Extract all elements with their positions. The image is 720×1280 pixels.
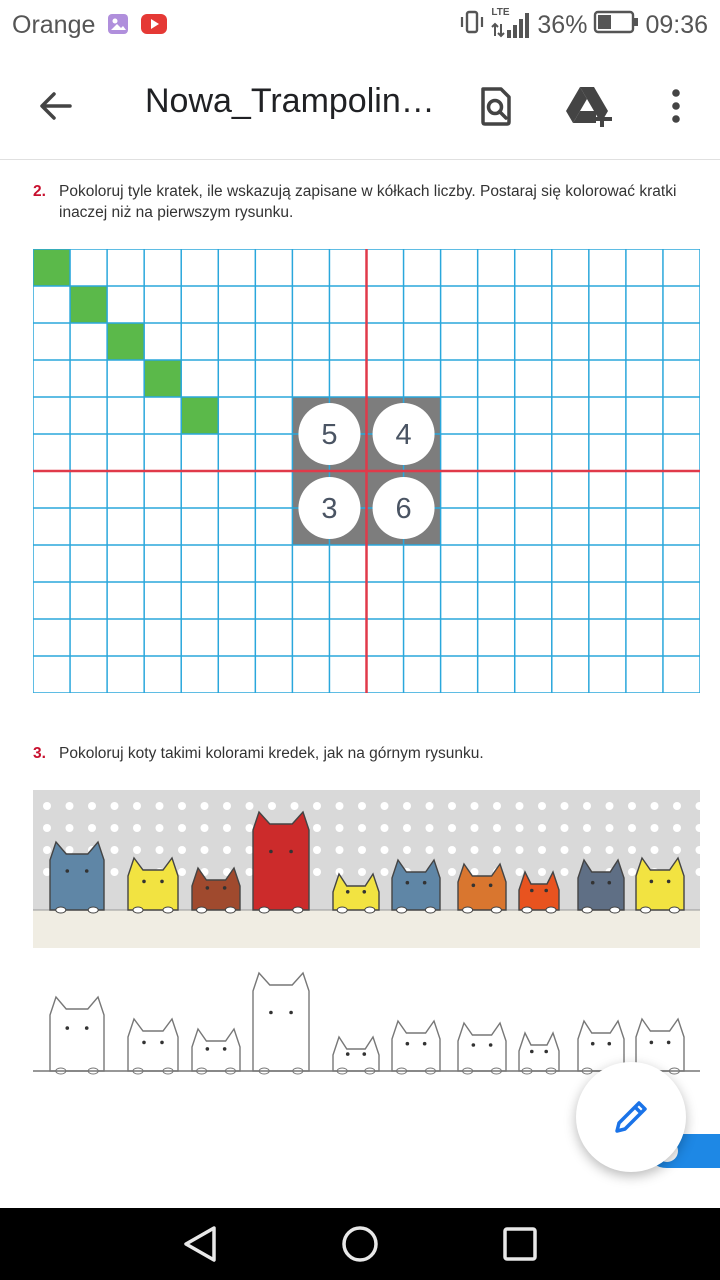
- background-dot: [538, 868, 546, 876]
- green-cell: [70, 286, 107, 323]
- background-dot: [358, 824, 366, 832]
- cat-eye: [423, 881, 427, 885]
- cat-eye: [591, 1042, 595, 1046]
- background-dot: [223, 824, 231, 832]
- carrier-label: Orange: [12, 11, 96, 39]
- arrow-back-icon: [38, 88, 74, 124]
- cat-eye: [607, 881, 611, 885]
- background-dot: [88, 802, 96, 810]
- more-options-button[interactable]: [648, 78, 704, 134]
- circle-number: 3: [321, 493, 338, 525]
- pencil-edit-icon: [611, 1097, 651, 1137]
- find-in-page-button[interactable]: [468, 78, 524, 134]
- background-dot: [426, 824, 434, 832]
- cat-paw: [522, 907, 532, 913]
- cat-eye: [160, 1041, 164, 1045]
- background-dot: [651, 846, 659, 854]
- background-dot: [673, 846, 681, 854]
- cat-eye: [142, 1041, 146, 1045]
- cat-paw: [463, 907, 473, 913]
- background-dot: [313, 868, 321, 876]
- background-dot: [381, 846, 389, 854]
- cat-eye: [667, 1041, 671, 1045]
- background-dot: [223, 846, 231, 854]
- cat-paw: [641, 907, 651, 913]
- cat-paw: [163, 907, 173, 913]
- background-dot: [606, 802, 614, 810]
- cat-eye: [85, 1026, 89, 1030]
- background-dot: [538, 824, 546, 832]
- cat-paw: [610, 907, 620, 913]
- cat-eye: [472, 1043, 476, 1047]
- cat-paw: [425, 907, 435, 913]
- background-dot: [156, 824, 164, 832]
- cat-eye: [423, 1042, 427, 1046]
- background-dot: [651, 802, 659, 810]
- system-nav-bar: [0, 1208, 720, 1280]
- background-dot: [561, 846, 569, 854]
- app-bar: [0, 52, 720, 160]
- circle-number: 5: [321, 419, 338, 451]
- background-dot: [426, 846, 434, 854]
- cat-eye: [607, 1042, 611, 1046]
- green-cell: [181, 397, 218, 434]
- battery-icon: [593, 9, 639, 42]
- colored-cats-illustration: [33, 790, 700, 948]
- background-dot: [43, 846, 51, 854]
- cat-eye: [406, 1042, 410, 1046]
- background-dot: [313, 802, 321, 810]
- nav-back-icon: [182, 1224, 218, 1264]
- cat-eye: [160, 880, 164, 884]
- background-dot: [493, 802, 501, 810]
- background-dot: [426, 802, 434, 810]
- background-dot: [178, 802, 186, 810]
- cat-paw: [293, 907, 303, 913]
- cat-eye: [289, 850, 293, 854]
- background-dot: [403, 824, 411, 832]
- background-dot: [628, 802, 636, 810]
- background-dot: [223, 802, 231, 810]
- cat-eye: [650, 1041, 654, 1045]
- cat-eye: [223, 1047, 227, 1051]
- more-vert-icon: [670, 88, 682, 124]
- cat-paw: [197, 907, 207, 913]
- cat-eye: [544, 1050, 548, 1054]
- cat-eye: [362, 890, 366, 894]
- youtube-icon: [141, 14, 167, 39]
- cat-eye: [142, 880, 146, 884]
- cat-eye: [530, 889, 534, 893]
- background-dot: [583, 802, 591, 810]
- nav-recents-button[interactable]: [496, 1220, 544, 1268]
- background-dot: [358, 802, 366, 810]
- background-dot: [156, 846, 164, 854]
- background-dot: [178, 846, 186, 854]
- green-cell: [144, 360, 181, 397]
- background-dot: [628, 868, 636, 876]
- outline-cat: [333, 1037, 379, 1071]
- cat-eye: [346, 1052, 350, 1056]
- background-dot: [201, 824, 209, 832]
- add-to-drive-button[interactable]: [562, 78, 618, 134]
- signal-icon: [491, 7, 531, 40]
- task-number: 2.: [33, 183, 46, 200]
- cat-paw: [56, 907, 66, 913]
- task-instruction: Pokoloruj tyle kratek, ile wskazują zapisane w kółkach liczby. Postaraj się kolorować kratki inaczej niż na pierwszym rysunku.: [59, 183, 677, 221]
- squared-grid: [33, 249, 700, 693]
- background-dot: [88, 824, 96, 832]
- back-button[interactable]: [30, 80, 82, 132]
- gallery-icon: [107, 13, 129, 40]
- cat-eye: [362, 1052, 366, 1056]
- background-dot: [43, 824, 51, 832]
- green-cell: [107, 323, 144, 360]
- cat-eye: [530, 1050, 534, 1054]
- cat-paw: [88, 907, 98, 913]
- background-dot: [313, 824, 321, 832]
- background-dot: [133, 846, 141, 854]
- cat-paw: [225, 907, 235, 913]
- background-dot: [471, 802, 479, 810]
- background-dot: [336, 846, 344, 854]
- cat-paw: [365, 907, 375, 913]
- network-type-label: LTE: [491, 7, 510, 18]
- background-dot: [403, 846, 411, 854]
- background-dot: [561, 868, 569, 876]
- background-dot: [268, 802, 276, 810]
- cat-paw: [546, 907, 556, 913]
- task-3: [33, 743, 693, 767]
- find-in-page-icon: [479, 86, 513, 126]
- background-dot: [516, 846, 524, 854]
- green-cell: [33, 249, 70, 286]
- background-dot: [246, 802, 254, 810]
- background-dot: [381, 802, 389, 810]
- background-dot: [336, 802, 344, 810]
- background-dot: [336, 824, 344, 832]
- cat-eye: [406, 881, 410, 885]
- background-dot: [66, 846, 74, 854]
- background-dot: [358, 868, 366, 876]
- background-dot: [111, 868, 119, 876]
- background-dot: [448, 824, 456, 832]
- cat-paw: [397, 907, 407, 913]
- cat-eye: [667, 880, 671, 884]
- background-dot: [381, 824, 389, 832]
- background-dot: [111, 846, 119, 854]
- background-dot: [673, 802, 681, 810]
- cat-eye: [591, 881, 595, 885]
- cat-paw: [491, 907, 501, 913]
- cat-eye: [65, 1026, 69, 1030]
- outline-cat: [128, 1019, 178, 1071]
- task-number: 3.: [33, 745, 46, 762]
- background-dot: [538, 846, 546, 854]
- outline-cat: [458, 1023, 506, 1071]
- cat-eye: [65, 869, 69, 873]
- outline-cat: [519, 1033, 559, 1071]
- cat-eye: [269, 1011, 273, 1015]
- background-dot: [471, 824, 479, 832]
- uncolored-cats-illustration: [33, 941, 700, 1091]
- task-instruction: Pokoloruj koty takimi kolorami kredek, jak na górnym rysunku.: [59, 745, 484, 762]
- background-dot: [358, 846, 366, 854]
- background-dot: [133, 802, 141, 810]
- cat-eye: [544, 889, 548, 893]
- background-dot: [201, 846, 209, 854]
- colored-cat: [253, 812, 309, 910]
- edit-fab-button[interactable]: [576, 1062, 686, 1172]
- background-dot: [381, 868, 389, 876]
- background-dot: [538, 802, 546, 810]
- background-dot: [628, 824, 636, 832]
- cat-eye: [489, 1043, 493, 1047]
- nav-back-button[interactable]: [176, 1220, 224, 1268]
- cat-eye: [489, 884, 493, 888]
- cat-eye: [289, 1011, 293, 1015]
- cat-eye: [346, 890, 350, 894]
- background-dot: [178, 824, 186, 832]
- background-dot: [606, 824, 614, 832]
- nav-recents-icon: [502, 1226, 538, 1262]
- outline-cat: [192, 1029, 240, 1071]
- cat-paw: [582, 907, 592, 913]
- background-dot: [516, 868, 524, 876]
- background-dot: [673, 824, 681, 832]
- cat-paw: [669, 907, 679, 913]
- cat-eye: [269, 850, 273, 854]
- background-dot: [583, 846, 591, 854]
- status-bar: [0, 0, 720, 52]
- background-dot: [291, 802, 299, 810]
- document-title: Nowa_Trampolin…: [145, 82, 435, 120]
- background-dot: [201, 802, 209, 810]
- add-to-drive-icon: [566, 85, 614, 127]
- cat-paw: [259, 907, 269, 913]
- background-dot: [43, 802, 51, 810]
- background-dot: [651, 824, 659, 832]
- background-dot: [66, 802, 74, 810]
- cat-eye: [206, 886, 210, 890]
- outline-cat: [253, 973, 309, 1071]
- cat-paw: [337, 907, 347, 913]
- background-dot: [448, 868, 456, 876]
- outline-cat: [50, 997, 104, 1071]
- background-dot: [628, 846, 636, 854]
- background-dot: [403, 802, 411, 810]
- background-dot: [156, 802, 164, 810]
- background-dot: [111, 802, 119, 810]
- background-dot: [66, 824, 74, 832]
- clock: 09:36: [645, 10, 708, 39]
- cat-eye: [650, 880, 654, 884]
- background-dot: [313, 846, 321, 854]
- background-dot: [133, 824, 141, 832]
- cat-eye: [223, 886, 227, 890]
- background-dot: [111, 824, 119, 832]
- circle-number: 6: [395, 493, 412, 525]
- background-dot: [516, 824, 524, 832]
- outline-cat: [392, 1021, 440, 1071]
- nav-home-button[interactable]: [336, 1220, 384, 1268]
- document-page[interactable]: [0, 161, 720, 1194]
- cat-paw: [133, 907, 143, 913]
- background-dot: [606, 846, 614, 854]
- background-dot: [561, 824, 569, 832]
- background-dot: [471, 846, 479, 854]
- task-2: [33, 181, 693, 225]
- background-dot: [493, 824, 501, 832]
- nav-home-icon: [340, 1224, 380, 1264]
- background-dot: [583, 824, 591, 832]
- battery-percent: 36%: [537, 10, 588, 39]
- cat-eye: [85, 869, 89, 873]
- cat-eye: [206, 1047, 210, 1051]
- background-dot: [516, 802, 524, 810]
- background-dot: [493, 846, 501, 854]
- background-dot: [178, 868, 186, 876]
- circle-number: 4: [395, 419, 412, 451]
- background-dot: [448, 846, 456, 854]
- vibrate-icon: [459, 9, 485, 42]
- background-dot: [561, 802, 569, 810]
- background-dot: [448, 802, 456, 810]
- cat-eye: [472, 884, 476, 888]
